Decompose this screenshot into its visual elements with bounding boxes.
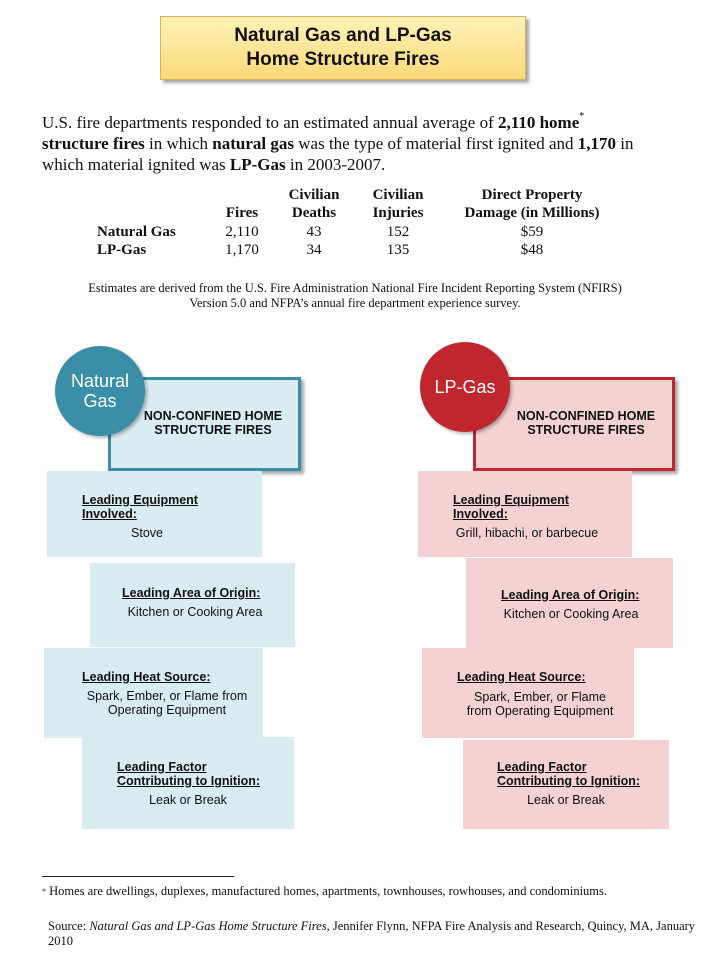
lp-factor-label-1: Leading Factor — [497, 760, 587, 774]
estimates-note — [40, 281, 670, 311]
lp-factor-label-2: Contributing to Ignition: — [497, 774, 641, 788]
lp-heat-value-2: from Operating Equipment — [466, 704, 614, 718]
intro-text-4: in which material ignited was — [42, 134, 634, 174]
cell-lp-damage: $48 — [520, 242, 544, 258]
lp-factor-label — [497, 760, 640, 788]
lp-area-value: Kitchen or Cooking Area — [503, 607, 639, 621]
footnote — [42, 884, 682, 899]
ng-equipment-label-1: Leading Equipment — [82, 493, 198, 507]
title-banner — [160, 16, 526, 80]
source-citation — [48, 919, 698, 949]
row-label-lp-gas: LP-Gas — [97, 242, 147, 258]
lp-equipment-label — [453, 493, 569, 521]
lp-heat-value — [440, 690, 640, 718]
ng-equipment-label — [82, 493, 198, 521]
ng-equipment-value: Stove — [131, 526, 163, 540]
intro-bold-home-fires: 2,110 home — [498, 113, 580, 132]
lp-equipment-label-1: Leading Equipment — [453, 493, 569, 507]
header-damage-2: Damage (in Millions) — [464, 205, 600, 221]
footnote-marker: * — [579, 111, 585, 122]
intro-bold-lp-count: 1,170 — [577, 134, 616, 153]
lp-heat-value-1: Spark, Ember, or Flame — [474, 690, 606, 704]
cell-lp-injuries: 135 — [386, 242, 410, 258]
ng-circle-line-2: Gas — [83, 391, 117, 411]
source-title: Natural Gas and LP-Gas Home Structure Fires, — [89, 919, 330, 933]
ng-header-line-1: NON-CONFINED HOME — [143, 409, 283, 423]
title-line-1: Natural Gas and LP-Gas — [234, 25, 452, 46]
ng-factor-label-2: Contributing to Ignition: — [117, 774, 261, 788]
ng-factor-label — [117, 760, 260, 788]
cell-ng-deaths: 43 — [306, 224, 322, 240]
lp-header-line-2: STRUCTURE FIRES — [527, 423, 645, 437]
lp-heat-label: Leading Heat Source: — [457, 670, 586, 684]
estimates-line-1: Estimates are derived from the U.S. Fire Administration National Fire Incident Reporting System (NFIRS) — [88, 281, 622, 295]
ng-area-value: Kitchen or Cooking Area — [127, 605, 263, 619]
cell-ng-fires: 2,110 — [225, 224, 259, 240]
ng-circle-line-1: Natural — [70, 371, 130, 391]
footnote-mark: * — [42, 887, 46, 896]
ng-header-text — [128, 409, 298, 437]
header-deaths-2: Deaths — [291, 205, 337, 221]
row-label-natural-gas: Natural Gas — [97, 224, 176, 240]
header-injuries-2: Injuries — [372, 205, 424, 221]
ng-equipment-label-2: Involved: — [82, 507, 137, 521]
header-deaths-1: Civilian — [288, 187, 340, 203]
source-prefix: Source: — [48, 919, 90, 933]
footnote-text: Homes are dwellings, duplexes, manufactured homes, apartments, townhouses, rowhouses, and condominiums. — [46, 884, 607, 898]
footnote-divider — [42, 876, 234, 877]
title-line-2: Home Structure Fires — [246, 49, 440, 70]
lp-header-line-1: NON-CONFINED HOME — [516, 409, 656, 423]
intro-bold-lp-gas: LP-Gas — [229, 155, 286, 174]
lp-circle-badge — [420, 342, 510, 432]
intro-text-1: U.S. fire departments responded to an estimated annual average of — [42, 113, 499, 132]
lp-header-text — [500, 409, 672, 437]
ng-heat-value-1: Spark, Ember, or Flame from — [86, 689, 248, 703]
cell-lp-fires: 1,170 — [225, 242, 259, 258]
intro-bold-structure-fires: structure fires — [42, 134, 145, 153]
intro-text-2: in which — [144, 134, 213, 153]
ng-header-line-2: STRUCTURE FIRES — [154, 423, 272, 437]
ng-factor-label-1: Leading Factor — [117, 760, 207, 774]
cell-lp-deaths: 34 — [306, 242, 322, 258]
intro-bold-natural-gas: natural gas — [212, 134, 295, 153]
ng-heat-label: Leading Heat Source: — [82, 670, 211, 684]
cell-ng-injuries: 152 — [386, 224, 410, 240]
intro-text-3: was the type of material first ignited and — [294, 134, 578, 153]
header-injuries-1: Civilian — [372, 187, 424, 203]
source-rest: Jennifer Flynn, NFPA Fire Analysis and Research, Quincy, MA, January 2010 — [48, 919, 696, 948]
lp-equipment-label-2: Involved: — [453, 507, 508, 521]
ng-area-label: Leading Area of Origin: — [122, 586, 261, 600]
ng-factor-value: Leak or Break — [149, 793, 227, 807]
ng-circle-badge — [55, 346, 145, 436]
intro-paragraph — [42, 112, 672, 175]
lp-equipment-value: Grill, hibachi, or barbecue — [455, 526, 599, 540]
estimates-line-2: Version 5.0 and NFPA’s annual fire department experience survey. — [189, 296, 521, 310]
cell-ng-damage: $59 — [520, 224, 544, 240]
lp-factor-value: Leak or Break — [527, 793, 605, 807]
lp-area-box — [466, 558, 673, 648]
lp-circle-line-1: LP-Gas — [434, 377, 496, 397]
lp-area-label: Leading Area of Origin: — [501, 588, 640, 602]
header-fires: Fires — [225, 205, 259, 221]
header-damage-1: Direct Property — [481, 187, 583, 203]
intro-text-5: in 2003-2007. — [285, 155, 386, 174]
ng-heat-value — [67, 689, 267, 717]
ng-heat-value-2: Operating Equipment — [107, 703, 227, 717]
